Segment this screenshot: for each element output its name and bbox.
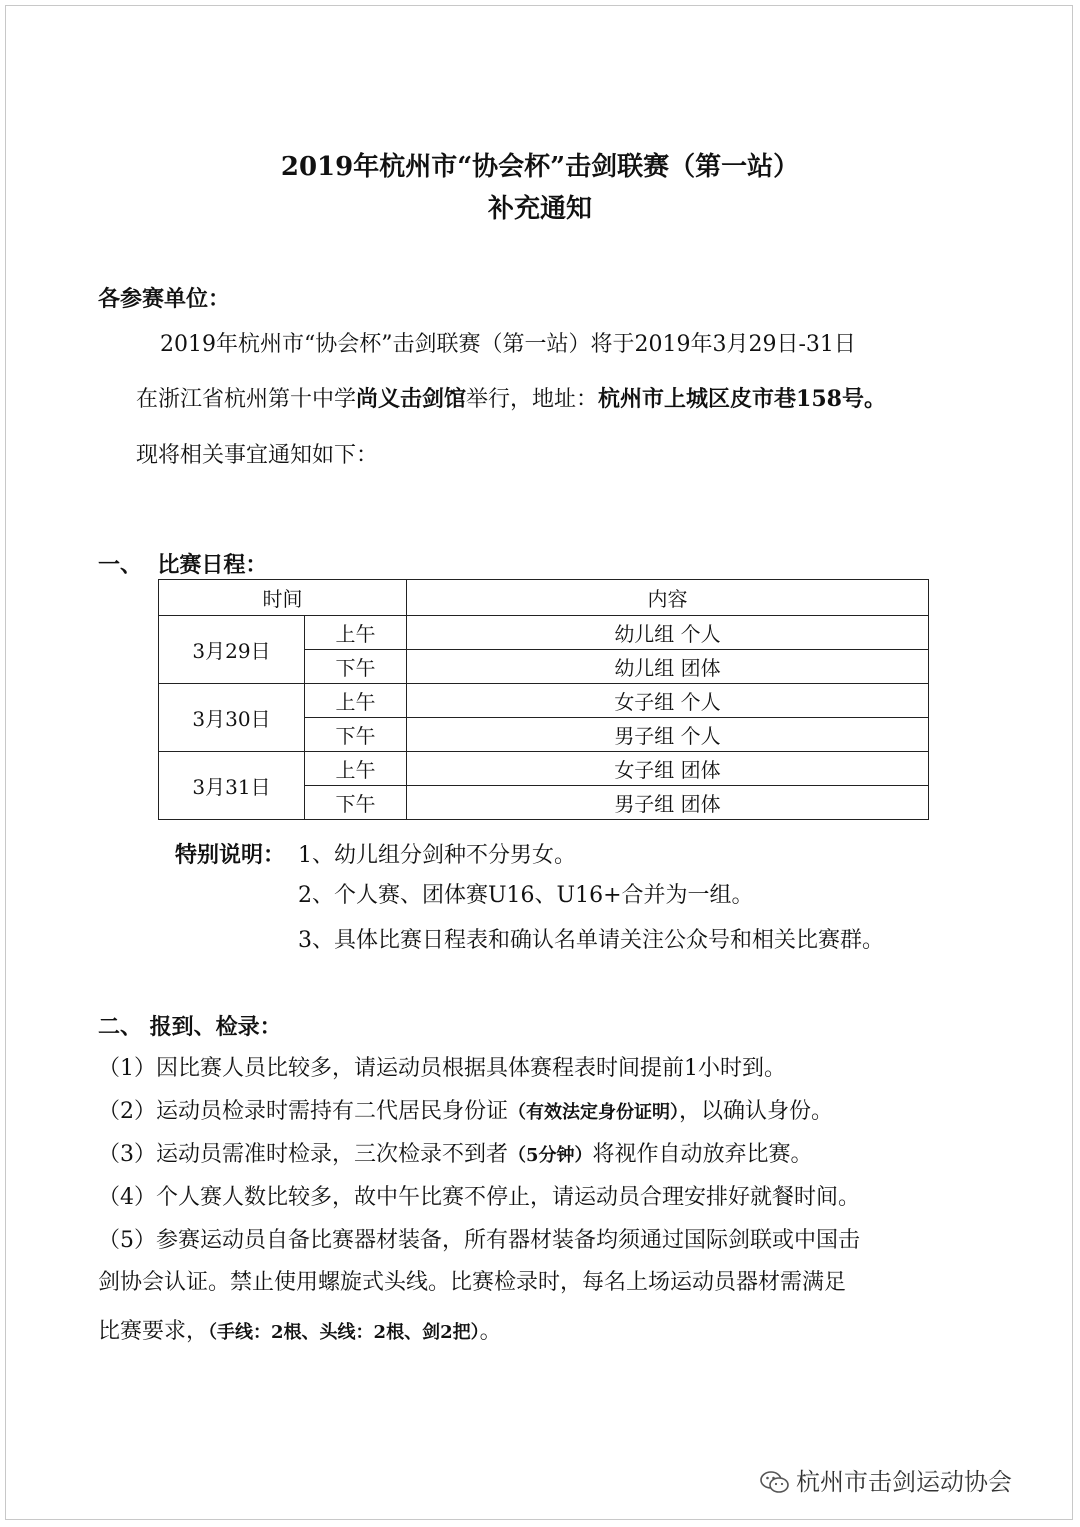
checkin-item-5-text: 比赛要求，: [98, 1319, 209, 1344]
header-time: 时间: [159, 580, 407, 616]
half-day-cell: 下午: [305, 718, 407, 752]
watermark: [760, 1462, 1012, 1497]
checkin-item-3-end: 将视作自动放弃比赛。: [592, 1142, 813, 1167]
checkin-item-5-line-2: 剑协会认证。禁止使用螺旋式头线。比赛检录时，每名上场运动员器材需满足: [98, 1270, 847, 1295]
checkin-item-4: （4）个人赛人数比较多，故中午比赛不停止，请运动员合理安排好就餐时间。: [98, 1185, 860, 1210]
header-content: 内容: [407, 580, 929, 616]
content-cell: 男子组 个人: [407, 718, 929, 752]
intro-line-2: [136, 382, 886, 413]
content-cell: 幼儿组 个人: [407, 616, 929, 650]
document-title: 2019年杭州市“协会杯”击剑联赛（第一站）: [280, 152, 800, 182]
schedule-table: [158, 579, 929, 820]
section-2-title: 二、 报到、检录：: [98, 1014, 282, 1040]
intro-address-label: 举行，地址：: [466, 387, 599, 412]
wechat-icon: [760, 1470, 790, 1494]
checkin-item-5-bold: （手线：2根、头线：2根、剑2把）: [208, 1322, 480, 1343]
watermark-text: 杭州市击剑运动协会: [796, 1468, 1012, 1496]
date-cell: 3月31日: [159, 752, 305, 820]
half-day-cell: 上午: [305, 684, 407, 718]
half-day-cell: 下午: [305, 650, 407, 684]
section-1-title: 一、 比赛日程：: [98, 552, 268, 578]
checkin-item-3-text: （3）运动员需准时检录，三次检录不到者: [98, 1142, 508, 1167]
content-cell: 女子组 团体: [407, 752, 929, 786]
intro-line-1: 2019年杭州市“协会杯”击剑联赛（第一站）将于2019年3月29日-31日: [160, 332, 856, 357]
note-item: 2、个人赛、团体赛U16、U16+合并为一组。: [298, 883, 754, 908]
table-row: [159, 616, 929, 650]
intro-venue-prefix: 在浙江省杭州第十中学: [136, 387, 357, 412]
table-row: [159, 752, 929, 786]
checkin-item-2: [98, 1094, 833, 1125]
date-cell: 3月29日: [159, 616, 305, 684]
intro-venue: 尚义击剑馆: [356, 386, 467, 412]
checkin-item-2-end: ，以确认身份。: [679, 1099, 834, 1124]
table-header-row: [159, 580, 929, 616]
half-day-cell: 下午: [305, 786, 407, 820]
checkin-item-5-line-3: [98, 1314, 502, 1345]
note-item: 1、幼儿组分剑种不分男女。: [298, 843, 576, 868]
intro-address: 杭州市上城区皮市巷158号。: [598, 386, 886, 412]
date-cell: 3月30日: [159, 684, 305, 752]
notes-label: 特别说明：: [175, 842, 286, 868]
content-cell: 女子组 个人: [407, 684, 929, 718]
document-subtitle: 补充通知: [487, 194, 592, 224]
content-cell: 幼儿组 团体: [407, 650, 929, 684]
checkin-item-5-end: 。: [479, 1319, 502, 1344]
checkin-item-5-line-1: （5）参赛运动员自备比赛器材装备，所有器材装备均须通过国际剑联或中国击: [98, 1228, 860, 1253]
checkin-item-3-bold: （5分钟）: [508, 1145, 593, 1166]
checkin-item-3: [98, 1137, 813, 1168]
half-day-cell: 上午: [305, 616, 407, 650]
checkin-item-2-text: （2）运动员检录时需持有二代居民身份证: [98, 1099, 508, 1124]
content-cell: 男子组 团体: [407, 786, 929, 820]
salutation: 各参赛单位：: [98, 286, 231, 312]
note-item: 3、具体比赛日程表和确认名单请关注公众号和相关比赛群。: [298, 928, 884, 953]
intro-line-3: 现将相关事宜通知如下：: [136, 443, 379, 468]
checkin-item-1: （1）因比赛人员比较多，请运动员根据具体赛程表时间提前1小时到。: [98, 1056, 786, 1081]
checkin-item-2-bold: （有效法定身份证明）: [508, 1102, 679, 1123]
table-row: [159, 684, 929, 718]
half-day-cell: 上午: [305, 752, 407, 786]
